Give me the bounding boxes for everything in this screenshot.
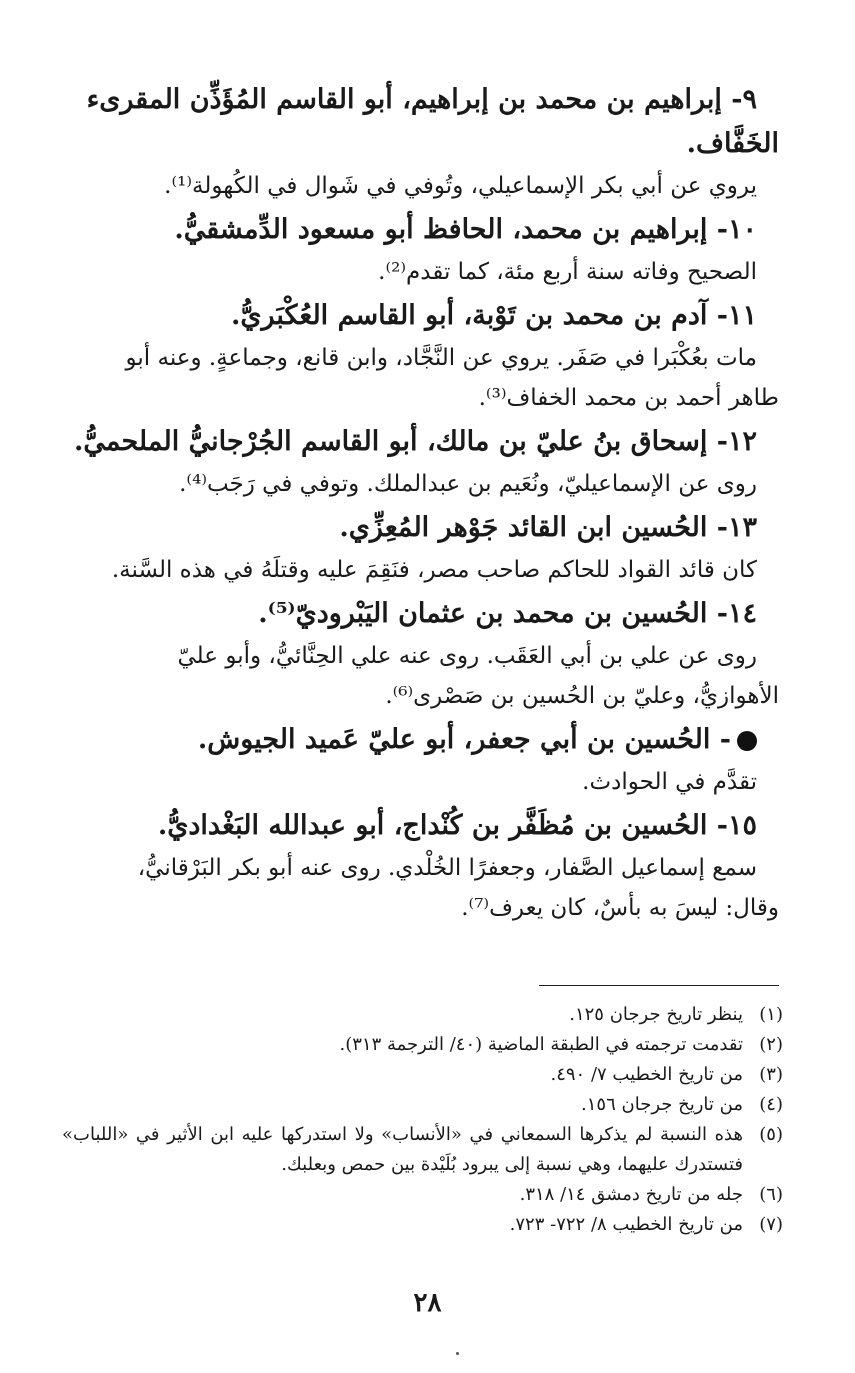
footnote — [62, 1000, 783, 1030]
entry-title-text: ١١- آدم بن محمد بن تَوْبة، أبو القاسم العُكْبَريُّ. — [230, 300, 757, 331]
entry-body — [62, 550, 779, 590]
entry-title — [62, 420, 779, 464]
page-number: ٢٨ — [413, 1288, 442, 1318]
footnote-text: جله من تاريخ دمشق ١٤/ ٣١٨. — [519, 1184, 743, 1205]
footnote-text: هذه النسبة لم يذكرها السمعاني في «الأنساب» ولا استدركها عليه ابن الأثير في «اللباب» فتستدرك عليهما، وهي نسبة إلى يبرود بُلَيْدة بين حمص وبعلبك. — [62, 1124, 743, 1175]
entry-body — [62, 166, 779, 206]
entry-title — [62, 804, 779, 848]
footnote-number: (٣) — [759, 1064, 783, 1085]
entry-body — [62, 762, 779, 802]
entry-title-text: ١٢- إسحاق بنُ عليّ بن مالك، أبو القاسم الجُرْجانيُّ الملحميُّ. — [73, 426, 757, 457]
footnote-number: (٤) — [759, 1094, 783, 1115]
entry-body — [62, 636, 779, 716]
entry-title-text: ١٠- إبراهيم بن محمد، الحافظ أبو مسعود الدِّمشقيُّ. — [174, 214, 757, 245]
entry-body-text: روى عن علي بن أبي العَقَب. روى عنه علي الحِنَّائيُّ، وأبو عليّ — [177, 643, 757, 669]
entry-title — [62, 78, 779, 166]
entry-body — [62, 848, 779, 928]
footnote-text: من تاريخ الخطيب ٧/ ٤٩٠. — [550, 1064, 743, 1085]
entry-title — [62, 592, 779, 636]
entry-body-text: يروي عن أبي بكر الإسماعيلي، وتُوفي في شَوال في الكُهولة⁽¹⁾. — [164, 173, 757, 199]
footnotes — [62, 1000, 783, 1240]
footnote-text: تقدمت ترجمته في الطبقة الماضية (٤٠/ الترجمة ٣١٣). — [339, 1034, 743, 1055]
main-text — [62, 78, 779, 930]
entry-body — [62, 252, 779, 292]
entry-title — [62, 506, 779, 550]
footnote-number: (٦) — [759, 1184, 783, 1205]
footnote — [62, 1060, 783, 1090]
entry-title — [62, 208, 779, 252]
entry-body — [62, 464, 779, 504]
footnote — [62, 1090, 783, 1120]
footnote-divider — [539, 985, 779, 986]
footnote-number: (٧) — [759, 1214, 783, 1235]
entry-body-continuation: الأهوازيُّ، وعليّ بن الحُسين بن صَصْرى⁽⁶⁾. — [385, 683, 779, 709]
footnote-text: ينظر تاريخ جرجان ١٢٥. — [569, 1004, 743, 1025]
footnote — [62, 1210, 783, 1240]
footnote — [62, 1030, 783, 1060]
speck — [456, 1352, 459, 1355]
entry-body-text: مات بعُكْبَرا في صَفَر. يروي عن النَّجَّاد، وابن قانع، وجماعةٍ. وعنه أبو — [125, 345, 757, 371]
entry-title-text: ٩- إبراهيم بن محمد بن إبراهيم، أبو القاسم المُؤَذِّن المقرىء — [86, 84, 757, 115]
entry-title-text: ١٣- الحُسين ابن القائد جَوْهر المُعِزِّي. — [339, 512, 757, 543]
entry-body-text: روى عن الإسماعيليّ، ونُعَيم بن عبدالملك. وتوفي في رَجَب⁽⁴⁾. — [179, 471, 757, 497]
footnote-text: من تاريخ جرجان ١٥٦. — [581, 1094, 743, 1115]
bullet-icon — [737, 731, 757, 751]
entry-body-text: الصحيح وفاته سنة أربع مئة، كما تقدم⁽²⁾. — [378, 259, 757, 285]
footnote — [62, 1120, 783, 1180]
entry-title-continuation: الخَفَّاف. — [686, 128, 779, 159]
footnote-number: (٢) — [759, 1034, 783, 1055]
entry-body-text: كان قائد القواد للحاكم صاحب مصر، فنَقِمَ عليه وقتلَهُ في هذه السَّنة. — [111, 557, 757, 583]
footnote-number: (١) — [759, 1004, 783, 1025]
entry-body-text: تقدَّم في الحوادث. — [582, 769, 757, 795]
entry-title-text: ١٤- الحُسين بن محمد بن عثمان اليَبْروديّ⁽⁵⁾. — [258, 598, 757, 629]
entry-title — [62, 294, 779, 338]
entry-body-continuation: طاهر أحمد بن محمد الخفاف⁽³⁾. — [478, 385, 779, 411]
footnote — [62, 1180, 783, 1210]
entry-body-continuation: وقال: ليسَ به بأسٌ، كان يعرف⁽⁷⁾. — [461, 895, 779, 921]
footnote-text: من تاريخ الخطيب ٨/ ٧٢٢- ٧٢٣. — [509, 1214, 743, 1235]
entry-body-text: سمع إسماعيل الصَّفار، وجعفرًا الخُلْدي. روى عنه أبو بكر البَرْقانيُّ، — [137, 855, 757, 881]
footnote-number: (٥) — [759, 1124, 783, 1145]
entry-title-text: - الحُسين بن أبي جعفر، أبو عليّ عَميد الجيوش. — [197, 724, 731, 755]
entry-title — [62, 718, 779, 762]
entry-title-text: ١٥- الحُسين بن مُظَفَّر بن كُنْداج، أبو عبدالله البَغْداديُّ. — [157, 810, 757, 841]
entry-body — [62, 338, 779, 418]
